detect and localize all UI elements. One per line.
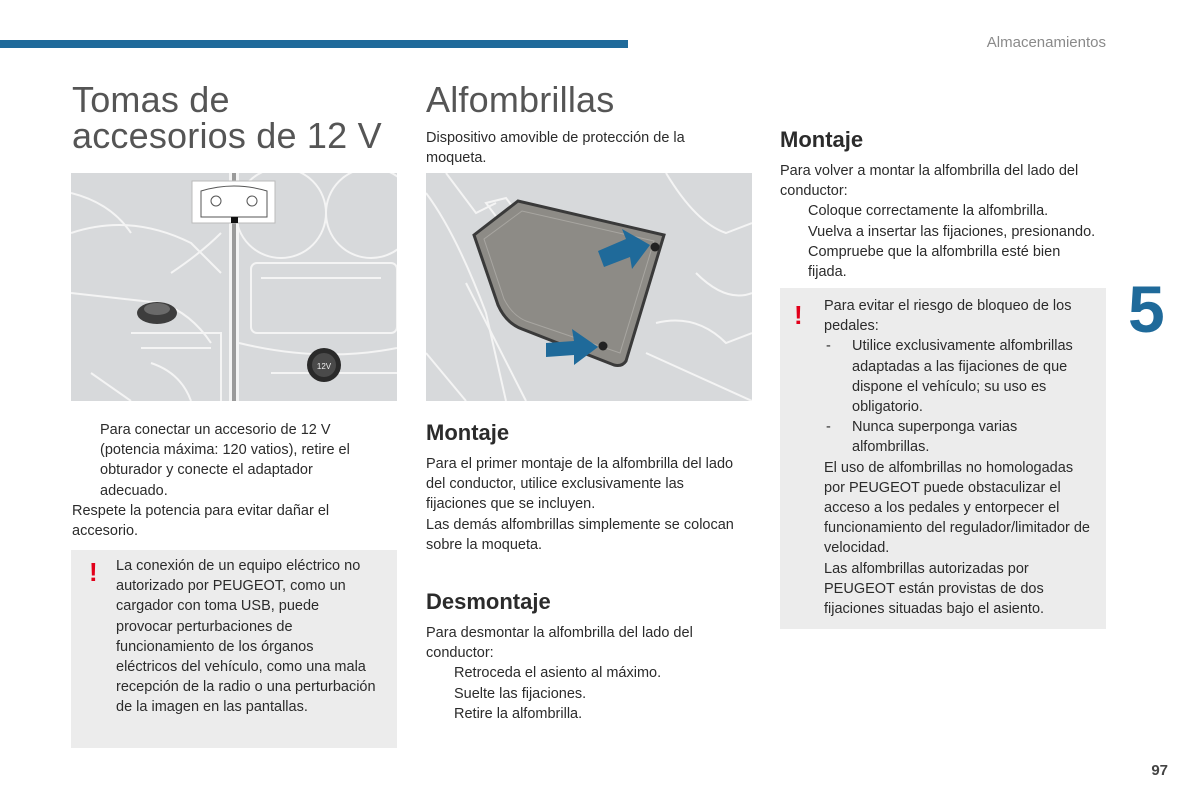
desmontaje-steps (426, 663, 738, 724)
desmontaje-intro: Para desmontar la alfombrilla del lado del conductor: (426, 625, 693, 662)
left-warning-callout (71, 550, 397, 748)
warning-paragraph-2: El uso de alfombrillas no homologadas por PEUGEOT puede obstaculizar el acceso a los pedales y entorpecer el funcionamiento del regulador/limitador de velocidad. (824, 459, 1090, 557)
list-item: Vuelva a insertar las fijaciones, presionando. (808, 223, 1096, 240)
list-item: - Utilice exclusivamente alfombrillas adaptadas a las fijaciones de que dispone el vehículo; su uso es obligatorio. (826, 338, 1073, 416)
montaje-paragraph-1: Para el primer montaje de la alfombrilla del lado del conductor, utilice exclusivamente las fijaciones que se incluyen. (426, 456, 734, 513)
warning-intro: Para evitar el riesgo de bloqueo de los pedales: (824, 298, 1072, 335)
desmontaje-heading: Desmontaje (426, 589, 551, 614)
mat-fixing-upper (651, 243, 660, 252)
left-column-title (72, 79, 398, 156)
header-accent-bar (0, 40, 628, 48)
refit-steps (780, 201, 1110, 282)
right-montaje-section (780, 127, 1110, 282)
list-item: Retire la alfombrilla. (454, 705, 583, 722)
section-title: Almacenamientos (986, 34, 1106, 51)
alfombrillas-intro: Dispositivo amovible de protección de la moqueta. (426, 130, 685, 167)
montaje-heading-first: Montaje (426, 420, 510, 445)
list-item: Suelte las fijaciones. (454, 685, 587, 702)
section-title-alfombrillas: Alfombrillas (426, 79, 615, 120)
socket-12v-label: 12V (316, 362, 332, 371)
power-note: Respete la potencia para evitar dañar el accesorio. (72, 502, 330, 540)
dashboard-thumbnail-icon (192, 181, 275, 223)
floor-mat-drawing (426, 173, 752, 401)
list-item: Coloque correctamente la alfombrilla. (808, 203, 1049, 220)
socket-12v (307, 348, 341, 382)
middle-body (426, 420, 738, 555)
warning-content (824, 296, 1094, 619)
warning-text: La conexión de un equipo eléctrico no autorizado por PEUGEOT, como un cargador con toma USB, puede provocar perturbaciones de funcionamiento de los órganos eléctricos del vehículo, como una mala recepción de la radio o una perturbación de la imagen en las pantallas. (116, 558, 376, 716)
warning-list (824, 336, 1094, 457)
right-warning-callout (780, 288, 1106, 629)
list-item: Retroceda el asiento al máximo. (454, 665, 662, 682)
left-body (72, 420, 362, 541)
list-item: Para conectar un accesorio de 12 V (potencia máxima: 120 vatios), retire el obturador y conecte el adaptador adecuado. (100, 422, 350, 499)
warning-icon: ! (89, 557, 98, 587)
list-item: Compruebe que la alfombrilla esté bien fijada. (808, 243, 1061, 281)
refit-intro: Para volver a montar la alfombrilla del lado del conductor: (780, 163, 1079, 200)
page-title-12v (72, 79, 398, 156)
socket-drawing (71, 173, 397, 401)
chapter-number: 5 (1128, 272, 1165, 346)
socket-illustration (71, 173, 397, 401)
title-line-2: accesorios de 12 V (72, 115, 382, 156)
list-item: - Nunca superponga varias alfombrillas. (826, 419, 1018, 456)
warning-icon: ! (794, 300, 803, 330)
desmontaje-section (426, 589, 738, 724)
floor-mat-illustration (426, 173, 752, 401)
montaje-heading-refit: Montaje (780, 127, 864, 152)
left-bullet-list (72, 420, 362, 501)
middle-header (426, 79, 752, 168)
montaje-paragraph-2: Las demás alfombrillas simplemente se colocan sobre la moqueta. (426, 516, 734, 553)
page-number: 97 (1151, 762, 1168, 779)
mat-fixing-lower (599, 342, 608, 351)
warning-paragraph-3: Las alfombrillas autorizadas por PEUGEOT están provistas de dos fijaciones situadas bajo el asiento. (824, 560, 1045, 618)
title-line-1: Tomas de (72, 79, 230, 120)
